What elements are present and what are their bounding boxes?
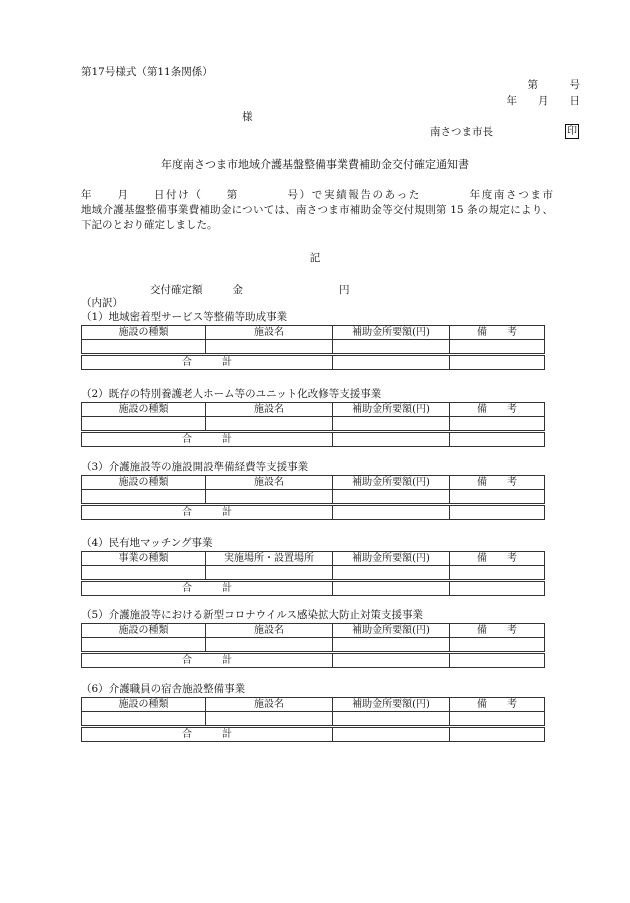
header-cell: 補助金所要額(円)	[333, 624, 450, 638]
total-row	[82, 505, 545, 520]
addressee: 様	[242, 111, 253, 123]
breakdown-label: （内訳）	[81, 297, 123, 309]
total-row	[82, 432, 545, 447]
input-cell[interactable]	[333, 340, 450, 355]
table-row	[82, 417, 545, 432]
header-cell: 補助金所要額(円)	[333, 698, 450, 712]
breakdown-table	[81, 475, 545, 520]
header-cell: 備 考	[450, 698, 545, 712]
grant-amount-line	[150, 284, 350, 297]
total-note-cell[interactable]	[450, 505, 545, 520]
header-cell: 備 考	[450, 624, 545, 638]
section-2	[81, 388, 545, 447]
seal-box: 印	[567, 126, 577, 137]
total-note-cell[interactable]	[450, 355, 545, 370]
table-header-row	[82, 698, 545, 712]
body-line: 下記のとおり確定しました。	[81, 219, 218, 231]
header-cell: 事業の種類	[82, 552, 206, 566]
header-cell: 補助金所要額(円)	[333, 403, 450, 417]
section-title: （4）民有地マッチング事業	[81, 537, 213, 549]
form-number: 第17号様式（第11条関係）	[81, 66, 213, 78]
total-amount-cell[interactable]	[333, 505, 450, 520]
total-amount-cell[interactable]	[333, 355, 450, 370]
table-row	[82, 566, 545, 581]
header-cell: 備 考	[450, 476, 545, 490]
section-title: （1）地域密着型サービス等整備等助成事業	[81, 311, 288, 323]
table-header-row	[82, 624, 545, 638]
input-cell[interactable]	[450, 417, 545, 432]
section-title: （5）介護施設等における新型コロナウイルス感染拡大防止対策支援事業	[81, 609, 424, 621]
header-cell: 補助金所要額(円)	[333, 552, 450, 566]
table-row	[82, 638, 545, 653]
header-cell: 実施場所・設置場所	[206, 552, 333, 566]
header-cell: 備 考	[450, 552, 545, 566]
section-5	[81, 609, 545, 668]
input-cell[interactable]	[333, 712, 450, 727]
input-cell[interactable]	[206, 417, 333, 432]
document-number-line: 第 号	[527, 79, 580, 91]
total-note-cell[interactable]	[450, 432, 545, 447]
section-4	[81, 537, 545, 596]
body-line: 年 月 日付け（ 第 号）で実績報告のあった 年度南さつま市	[81, 189, 553, 201]
input-cell[interactable]	[82, 417, 206, 432]
section-title: （2）既存の特別養護老人ホーム等のユニット化改修等支援事業	[81, 388, 382, 400]
input-cell[interactable]	[450, 638, 545, 653]
breakdown-table	[81, 623, 545, 668]
table-header-row	[82, 552, 545, 566]
total-row	[82, 727, 545, 742]
amount-kin: 金	[232, 284, 243, 296]
total-note-cell[interactable]	[450, 581, 545, 596]
input-cell[interactable]	[333, 417, 450, 432]
date-line: 年 月 日	[506, 95, 580, 107]
table-header-row	[82, 476, 545, 490]
body-paragraph	[81, 188, 553, 233]
header-cell: 施設名	[206, 403, 333, 417]
body-line: 地域介護基盤整備事業費補助金については、南さつま市補助金等交付規則第 15 条の規定により、	[81, 204, 553, 216]
issuer-name: 南さつま市長	[430, 126, 493, 138]
total-row	[82, 355, 545, 370]
breakdown-table	[81, 697, 545, 742]
input-cell[interactable]	[206, 340, 333, 355]
header-cell: 施設の種類	[82, 476, 206, 490]
input-cell[interactable]	[333, 638, 450, 653]
total-amount-cell[interactable]	[333, 653, 450, 668]
total-label: 合 計	[82, 432, 333, 447]
input-cell[interactable]	[450, 566, 545, 581]
section-3	[81, 461, 545, 520]
input-cell[interactable]	[82, 566, 206, 581]
input-cell[interactable]	[206, 566, 333, 581]
total-note-cell[interactable]	[450, 727, 545, 742]
header-cell: 施設の種類	[82, 698, 206, 712]
total-label: 合 計	[82, 581, 333, 596]
header-cell: 補助金所要額(円)	[333, 326, 450, 340]
breakdown-table	[81, 325, 545, 370]
input-cell[interactable]	[450, 712, 545, 727]
header-cell: 施設名	[206, 624, 333, 638]
amount-yen: 円	[339, 284, 350, 296]
ki-heading: 記	[309, 252, 321, 264]
header-cell: 施設名	[206, 476, 333, 490]
input-cell[interactable]	[206, 638, 333, 653]
total-label: 合 計	[82, 355, 333, 370]
input-cell[interactable]	[82, 712, 206, 727]
total-amount-cell[interactable]	[333, 727, 450, 742]
breakdown-table	[81, 402, 545, 447]
input-cell[interactable]	[82, 490, 206, 505]
header-cell: 補助金所要額(円)	[333, 476, 450, 490]
breakdown-table	[81, 551, 545, 596]
total-amount-cell[interactable]	[333, 581, 450, 596]
section-1	[81, 311, 545, 370]
total-note-cell[interactable]	[450, 653, 545, 668]
input-cell[interactable]	[450, 340, 545, 355]
total-row	[82, 653, 545, 668]
table-row	[82, 712, 545, 727]
table-header-row	[82, 403, 545, 417]
total-row	[82, 581, 545, 596]
section-title: （6）介護職員の宿舎施設整備事業	[81, 683, 246, 695]
table-row	[82, 490, 545, 505]
total-label: 合 計	[82, 727, 333, 742]
input-cell[interactable]	[82, 638, 206, 653]
section-6	[81, 683, 545, 742]
section-title: （3）介護施設等の施設開設準備経費等支援事業	[81, 461, 309, 473]
input-cell[interactable]	[206, 490, 333, 505]
document-title: 年度南さつま市地域介護基盤整備事業費補助金交付確定通知書	[161, 158, 469, 171]
input-cell[interactable]	[450, 490, 545, 505]
input-cell[interactable]	[82, 340, 206, 355]
header-cell: 備 考	[450, 403, 545, 417]
table-row	[82, 340, 545, 355]
header-cell: 施設名	[206, 326, 333, 340]
header-cell: 施設の種類	[82, 326, 206, 340]
header-cell: 施設の種類	[82, 403, 206, 417]
header-cell: 備 考	[450, 326, 545, 340]
header-cell: 施設の種類	[82, 624, 206, 638]
input-cell[interactable]	[333, 490, 450, 505]
total-label: 合 計	[82, 653, 333, 668]
header-cell: 施設名	[206, 698, 333, 712]
amount-label: 交付確定額	[150, 284, 203, 296]
total-label: 合 計	[82, 505, 333, 520]
input-cell[interactable]	[206, 712, 333, 727]
total-amount-cell[interactable]	[333, 432, 450, 447]
input-cell[interactable]	[333, 566, 450, 581]
table-header-row	[82, 326, 545, 340]
